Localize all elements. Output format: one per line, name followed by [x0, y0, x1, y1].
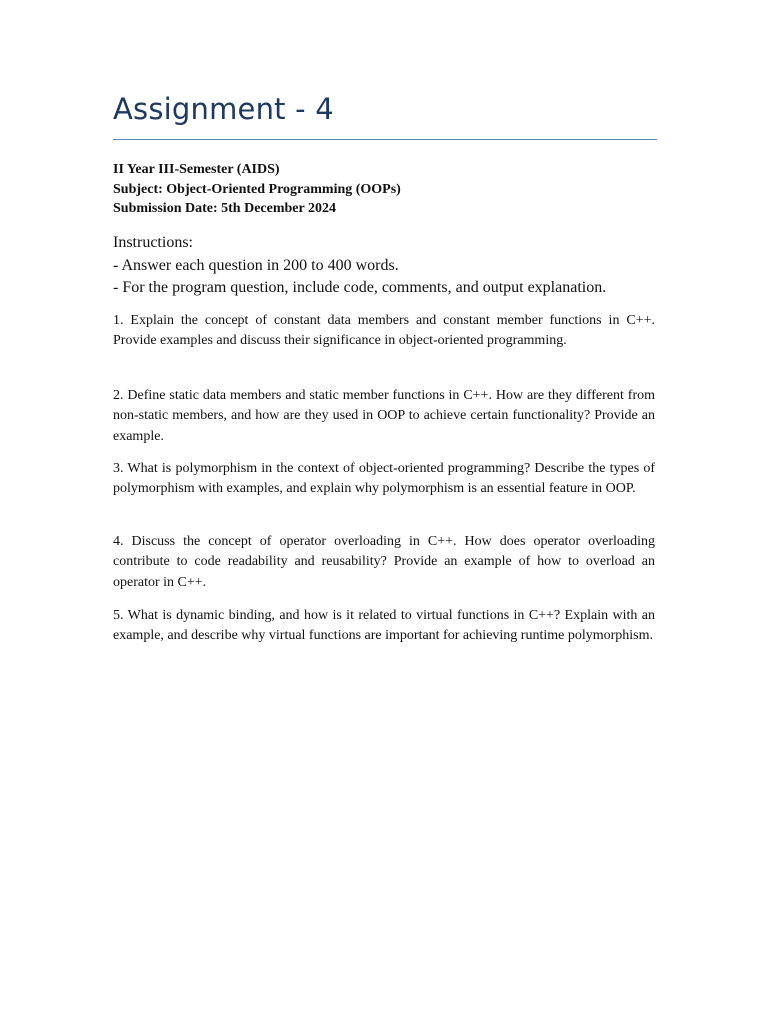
question-3: 3. What is polymorphism in the context of object-oriented programming? Describe the types of polymorphism with examples, and explain why polymorphism is an essential feature in OOP. — [113, 461, 655, 497]
instructions-block — [113, 232, 673, 300]
instruction-item: - Answer each question in 200 to 400 words. — [113, 256, 399, 274]
instruction-item: - For the program question, include code, comments, and output explanation. — [113, 279, 607, 296]
year-semester-line: II Year III-Semester (AIDS) — [113, 162, 280, 177]
question-1: 1. Explain the concept of constant data members and constant member functions in C++. Provide examples and discuss their significance in object-oriented programming. — [113, 313, 655, 349]
page-title: Assignment - 4 — [113, 92, 334, 126]
instructions-heading: Instructions: — [113, 234, 193, 251]
submission-date-line: Submission Date: 5th December 2024 — [113, 201, 336, 216]
question-5: 5. What is dynamic binding, and how is it related to virtual functions in C++? Explain with an example, and describe why virtual functions are important for achieving runtime polymorphism. — [113, 608, 655, 644]
title-underline-divider — [113, 139, 657, 140]
subject-line: Subject: Object-Oriented Programming (OOPs) — [113, 181, 401, 197]
question-4: 4. Discuss the concept of operator overloading in C++. How does operator overloading contribute to code readability and reusability? Provide an example of how to overload an operator in C++. — [113, 534, 655, 590]
question-2: 2. Define static data members and static member functions in C++. How are they different from non-static members, and how are they used in OOP to achieve certain functionality? Provide an example. — [113, 388, 655, 444]
assignment-details — [113, 160, 657, 219]
